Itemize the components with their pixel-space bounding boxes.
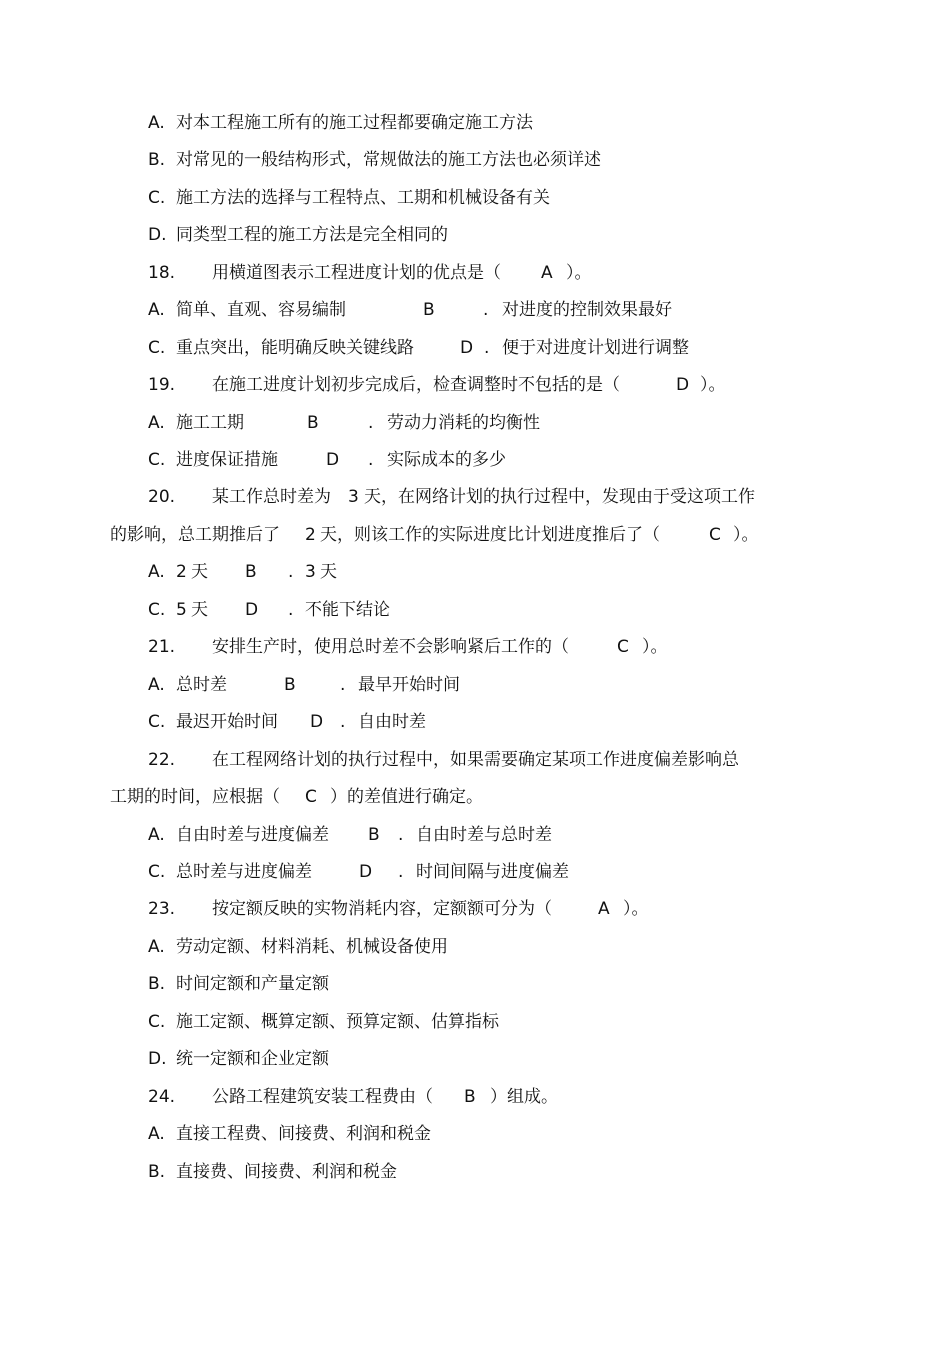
text-segment: 同类型工程的施工方法是完全相同的: [176, 225, 448, 245]
text-segment: C.: [148, 600, 166, 620]
text-segment: 18.: [148, 263, 176, 283]
text-segment: .: [288, 600, 294, 620]
text-segment: 总时差: [176, 675, 227, 695]
text-segment: D.: [148, 1049, 167, 1069]
text-segment: .: [340, 675, 346, 695]
text-segment: 自由时差: [358, 712, 426, 732]
text-segment: 施工方法的选择与工程特点、工期和机械设备有关: [176, 188, 550, 208]
text-segment: A.: [148, 113, 165, 133]
text-segment: 统一定额和企业定额: [176, 1049, 329, 1069]
text-segment: 对本工程施工所有的施工过程都要确定施工方法: [176, 113, 533, 133]
text-segment: B: [245, 562, 257, 582]
text-segment: .: [483, 300, 489, 320]
text-segment: ）。: [733, 525, 759, 545]
text-segment: 天: [320, 562, 337, 582]
text-segment: C: [617, 637, 629, 657]
text-segment: A.: [148, 1124, 165, 1144]
text-segment: B: [423, 300, 435, 320]
text-segment: 自由时差与进度偏差: [176, 825, 329, 845]
text-segment: 23.: [148, 899, 176, 919]
text-segment: A.: [148, 562, 165, 582]
text-segment: 19.: [148, 375, 176, 395]
text-segment: 最迟开始时间: [176, 712, 278, 732]
text-segment: 安排生产时，使用总时差不会影响紧后工作的（: [212, 637, 569, 657]
text-segment: C.: [148, 862, 166, 882]
text-segment: .: [368, 450, 374, 470]
text-segment: A.: [148, 937, 165, 957]
text-segment: A.: [148, 675, 165, 695]
text-segment: 时间间隔与进度偏差: [416, 862, 569, 882]
text-segment: ）。: [700, 375, 726, 395]
text-segment: ）的差值进行确定。: [330, 787, 483, 807]
text-segment: 天，则该工作的实际进度比计划进度推后了（: [320, 525, 660, 545]
text-segment: .: [398, 862, 404, 882]
text-segment: B.: [148, 1162, 166, 1182]
text-segment: ）组成。: [490, 1087, 558, 1107]
text-segment: 最早开始时间: [358, 675, 460, 695]
text-segment: 5: [176, 600, 187, 620]
text-segment: 3: [348, 487, 359, 507]
text-segment: A: [598, 899, 610, 919]
text-segment: D.: [148, 225, 167, 245]
text-segment: 工期的时间，应根据（: [110, 787, 280, 807]
text-segment: 20.: [148, 487, 176, 507]
text-segment: 直接工程费、间接费、利润和税金: [176, 1124, 431, 1144]
text-segment: .: [368, 413, 374, 433]
text-segment: .: [288, 562, 294, 582]
text-segment: ）。: [623, 899, 649, 919]
text-segment: C.: [148, 450, 166, 470]
text-segment: 在工程网络计划的执行过程中，如果需要确定某项工作进度偏差影响总: [212, 750, 739, 770]
text-segment: C: [305, 787, 317, 807]
text-segment: D: [326, 450, 340, 470]
text-segment: C.: [148, 338, 166, 358]
text-segment: D: [310, 712, 324, 732]
text-segment: D: [676, 375, 690, 395]
text-segment: C.: [148, 712, 166, 732]
text-segment: 不能下结论: [305, 600, 390, 620]
text-segment: 简单、直观、容易编制: [176, 300, 346, 320]
text-segment: 对常见的一般结构形式，常规做法的施工方法也必须详述: [176, 150, 601, 170]
text-segment: 用横道图表示工程进度计划的优点是（: [212, 263, 501, 283]
text-segment: D: [245, 600, 259, 620]
text-segment: 的影响，总工期推后了: [110, 525, 280, 545]
text-segment: .: [398, 825, 404, 845]
text-segment: D: [359, 862, 373, 882]
text-segment: 劳动力消耗的均衡性: [387, 413, 540, 433]
text-segment: 天，在网络计划的执行过程中，发现由于受这项工作: [364, 487, 755, 507]
text-segment: 时间定额和产量定额: [176, 974, 329, 994]
text-segment: 某工作总时差为: [212, 487, 331, 507]
text-segment: C.: [148, 1012, 166, 1032]
text-segment: ）。: [642, 637, 668, 657]
text-segment: .: [340, 712, 346, 732]
text-segment: 施工定额、概算定额、预算定额、估算指标: [176, 1012, 499, 1032]
text-segment: 劳动定额、材料消耗、机械设备使用: [176, 937, 448, 957]
text-segment: 22.: [148, 750, 176, 770]
text-segment: D: [460, 338, 474, 358]
text-segment: C: [709, 525, 721, 545]
text-segment: 重点突出，能明确反映关键线路: [176, 338, 414, 358]
text-segment: 对进度的控制效果最好: [502, 300, 672, 320]
text-segment: 自由时差与总时差: [416, 825, 552, 845]
text-segment: 施工工期: [176, 413, 244, 433]
text-segment: A: [541, 263, 553, 283]
text-segment: 在施工进度计划初步完成后，检查调整时不包括的是（: [212, 375, 620, 395]
text-segment: 实际成本的多少: [387, 450, 506, 470]
text-segment: ）。: [566, 263, 592, 283]
text-segment: 便于对进度计划进行调整: [502, 338, 689, 358]
text-segment: 进度保证措施: [176, 450, 278, 470]
text-segment: 天: [191, 562, 208, 582]
text-segment: B: [368, 825, 380, 845]
text-segment: B: [307, 413, 319, 433]
text-segment: .: [484, 338, 490, 358]
text-segment: C.: [148, 188, 166, 208]
text-segment: 直接费、间接费、利润和税金: [176, 1162, 397, 1182]
text-segment: A.: [148, 825, 165, 845]
text-segment: 公路工程建筑安装工程费由（: [212, 1087, 433, 1107]
text-segment: 24.: [148, 1087, 176, 1107]
text-segment: B.: [148, 974, 166, 994]
text-segment: B: [284, 675, 296, 695]
text-segment: 总时差与进度偏差: [176, 862, 312, 882]
text-segment: B: [464, 1087, 476, 1107]
text-segment: A.: [148, 300, 165, 320]
text-segment: 按定额反映的实物消耗内容，定额额可分为（: [212, 899, 552, 919]
text-segment: 2: [305, 525, 316, 545]
text-segment: 21.: [148, 637, 176, 657]
text-segment: 2: [176, 562, 187, 582]
text-segment: B.: [148, 150, 166, 170]
text-segment: 3: [305, 562, 316, 582]
text-segment: A.: [148, 413, 165, 433]
text-segment: 天: [191, 600, 208, 620]
